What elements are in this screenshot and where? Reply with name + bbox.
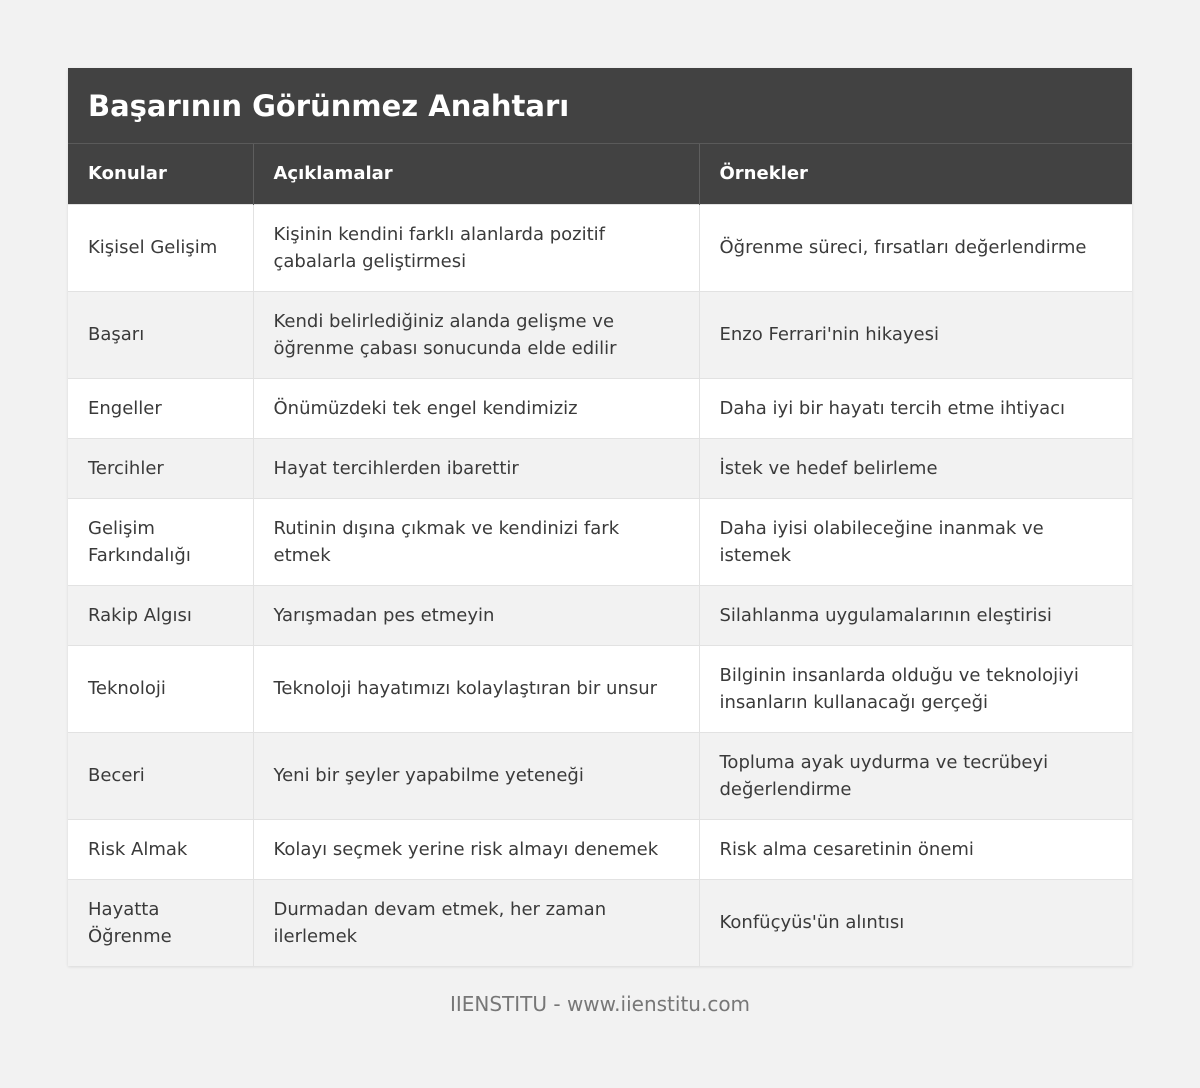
column-header-konular: Konular: [68, 144, 253, 204]
cell-aciklama: Yarışmadan pes etmeyin: [253, 585, 699, 645]
table-row: [68, 879, 1132, 966]
table-row: [68, 585, 1132, 645]
table-row: [68, 204, 1132, 291]
cell-aciklama: Durmadan devam etmek, her zaman ilerlemek: [253, 879, 699, 966]
cell-konu: Risk Almak: [68, 819, 253, 879]
cell-konu: Rakip Algısı: [68, 585, 253, 645]
cell-ornek: İstek ve hedef belirleme: [699, 438, 1132, 498]
table-title: Başarının Görünmez Anahtarı: [88, 88, 570, 123]
cell-ornek: Risk alma cesaretinin önemi: [699, 819, 1132, 879]
cell-ornek: Daha iyisi olabileceğine inanmak ve istemek: [699, 498, 1132, 585]
cell-konu: Kişisel Gelişim: [68, 204, 253, 291]
table-row: [68, 819, 1132, 879]
table-row: [68, 645, 1132, 732]
table-row: [68, 291, 1132, 378]
table-row: [68, 378, 1132, 438]
table-title-bar: [68, 68, 1132, 144]
cell-konu: Tercihler: [68, 438, 253, 498]
cell-aciklama: Hayat tercihlerden ibarettir: [253, 438, 699, 498]
cell-ornek: Daha iyi bir hayatı tercih etme ihtiyacı: [699, 378, 1132, 438]
column-header-ornekler: Örnekler: [719, 163, 808, 185]
cell-konu: Engeller: [68, 378, 253, 438]
cell-aciklama: Teknoloji hayatımızı kolaylaştıran bir unsur: [253, 645, 699, 732]
cell-ornek: Bilginin insanlarda olduğu ve teknolojiyi insanların kullanacağı gerçeği: [699, 645, 1132, 732]
table-header-row: [68, 144, 1132, 204]
column-header-aciklamalar: Açıklamalar: [253, 144, 699, 204]
table-card: [68, 68, 1132, 966]
cell-ornek: Topluma ayak uydurma ve tecrübeyi değerlendirme: [699, 732, 1132, 819]
cell-ornek: Silahlanma uygulamalarının eleştirisi: [699, 585, 1132, 645]
cell-aciklama: Kişinin kendini farklı alanlarda pozitif çabalarla geliştirmesi: [253, 204, 699, 291]
cell-konu: Beceri: [68, 732, 253, 819]
cell-aciklama: Önümüzdeki tek engel kendimiziz: [253, 378, 699, 438]
table-row: [68, 438, 1132, 498]
topics-table: [68, 144, 1132, 966]
cell-aciklama: Kolayı seçmek yerine risk almayı denemek: [253, 819, 699, 879]
table-row: [68, 732, 1132, 819]
cell-ornek: Enzo Ferrari'nin hikayesi: [699, 291, 1132, 378]
cell-aciklama: Yeni bir şeyler yapabilme yeteneği: [253, 732, 699, 819]
footer-credit: IIENSTITU - www.iienstitu.com: [449, 992, 751, 1016]
cell-konu: Hayatta Öğrenme: [68, 879, 253, 966]
table-row: [68, 498, 1132, 585]
cell-aciklama: Kendi belirlediğiniz alanda gelişme ve öğrenme çabası sonucunda elde edilir: [253, 291, 699, 378]
cell-konu: Gelişim Farkındalığı: [68, 498, 253, 585]
cell-konu: Başarı: [68, 291, 253, 378]
cell-konu: Teknoloji: [68, 645, 253, 732]
cell-ornek: Konfüçyüs'ün alıntısı: [699, 879, 1132, 966]
cell-aciklama: Rutinin dışına çıkmak ve kendinizi fark etmek: [253, 498, 699, 585]
cell-ornek: Öğrenme süreci, fırsatları değerlendirme: [699, 204, 1132, 291]
